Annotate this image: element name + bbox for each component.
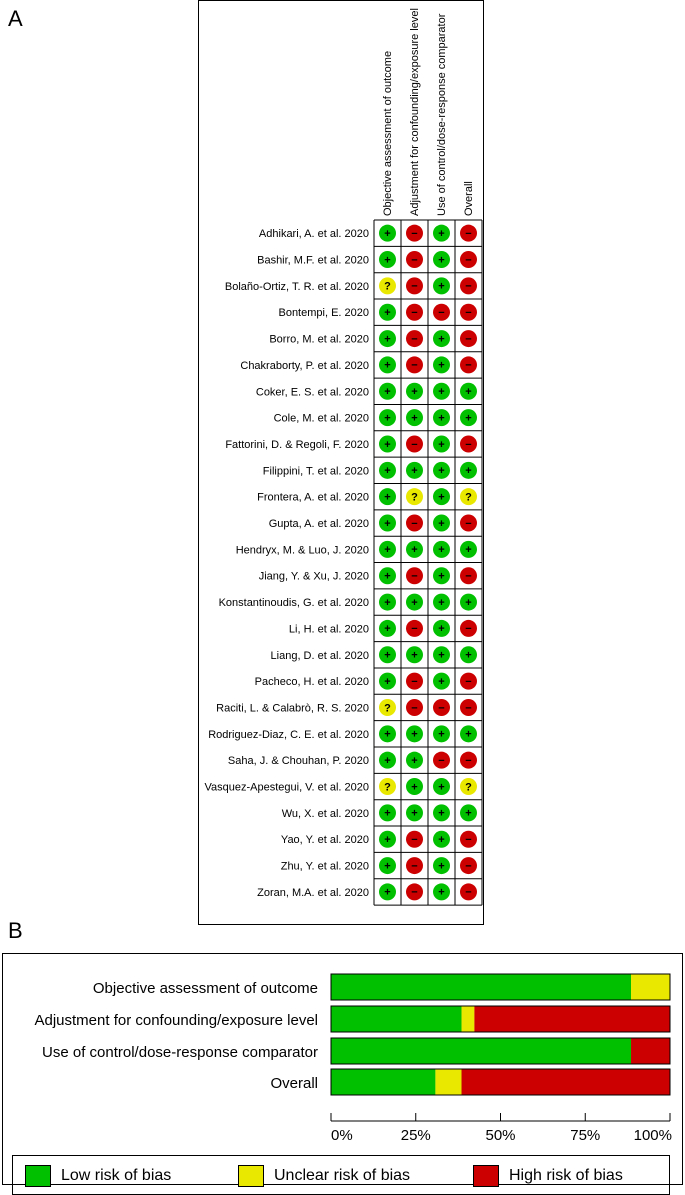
rating-symbol: − (465, 438, 472, 451)
rating-symbol: + (384, 359, 391, 372)
rating-symbol: + (438, 280, 445, 293)
legend-label-high: High risk of bias (509, 1167, 623, 1184)
rating-symbol: + (384, 886, 391, 899)
rating-symbol: + (384, 623, 391, 636)
rating-symbol: + (438, 570, 445, 583)
rating-symbol: ? (384, 280, 391, 293)
rating-symbol: − (411, 623, 418, 636)
rating-symbol: + (438, 886, 445, 899)
study-label: Hendryx, M. & Luo, J. 2020 (235, 544, 369, 557)
legend-item-unclear (238, 1164, 410, 1188)
rating-symbol: − (465, 675, 472, 688)
study-label: Saha, J. & Chouhan, P. 2020 (227, 755, 369, 768)
study-label: Wu, X. et al. 2020 (281, 807, 369, 820)
rating-symbol: − (438, 702, 445, 715)
rating-symbol: ? (384, 702, 391, 715)
rating-symbol: − (411, 517, 418, 530)
study-label: Cole, M. et al. 2020 (273, 412, 369, 425)
rating-symbol: + (438, 412, 445, 425)
rating-symbol: − (411, 570, 418, 583)
rating-symbol: + (384, 834, 391, 847)
study-label: Gupta, A. et al. 2020 (268, 518, 369, 531)
rating-symbol: + (438, 596, 445, 609)
category-label: Use of control/dose-response comparator (42, 1044, 318, 1061)
rating-symbol: + (438, 517, 445, 530)
rating-symbol: + (465, 386, 472, 399)
rating-symbol: + (465, 728, 472, 741)
rating-symbol: + (411, 596, 418, 609)
legend-label-low: Low risk of bias (61, 1167, 172, 1184)
study-label: Coker, E. S. et al. 2020 (255, 386, 369, 399)
rating-symbol: + (384, 570, 391, 583)
rating-symbol: − (438, 307, 445, 320)
rating-symbol: + (384, 227, 391, 240)
rating-symbol: ? (384, 781, 391, 794)
domain-header: Overall (463, 181, 475, 216)
rating-symbol: + (465, 649, 472, 662)
rating-symbol: − (465, 570, 472, 583)
study-label: Fattorini, D. & Regoli, F. 2020 (225, 438, 369, 451)
rating-symbol: + (438, 675, 445, 688)
x-tick-label: 50% (485, 1127, 516, 1144)
rating-symbol: + (384, 675, 391, 688)
rating-symbol: − (411, 307, 418, 320)
study-label: Liang, D. et al. 2020 (270, 649, 369, 662)
rating-symbol: + (438, 386, 445, 399)
panel-b-letter: B (8, 918, 23, 943)
rating-symbol: − (465, 754, 472, 767)
category-label: Objective assessment of outcome (92, 980, 318, 997)
rating-symbol: + (438, 834, 445, 847)
study-label: Raciti, L. & Calabrò, R. S. 2020 (216, 702, 369, 715)
study-label: Zhu, Y. et al. 2020 (280, 860, 369, 873)
category-label: Adjustment for confounding/exposure level (34, 1012, 318, 1029)
rating-symbol: − (465, 517, 472, 530)
bar-segment (462, 1069, 670, 1095)
rating-symbol: + (384, 491, 391, 504)
study-label: Chakraborty, P. et al. 2020 (240, 359, 369, 372)
rating-symbol: ? (411, 491, 418, 504)
rating-symbol: ? (465, 491, 472, 504)
x-tick-label: 100% (633, 1127, 672, 1144)
bar-segment (631, 1038, 670, 1064)
rating-symbol: + (438, 649, 445, 662)
rating-symbol: + (384, 544, 391, 557)
study-label: Bashir, M.F. et al. 2020 (257, 254, 369, 267)
rating-symbol: − (411, 280, 418, 293)
rating-symbol: + (411, 465, 418, 478)
rating-symbol: + (384, 254, 391, 267)
rating-symbol: + (411, 649, 418, 662)
rating-symbol: + (411, 807, 418, 820)
rating-symbol: + (411, 544, 418, 557)
domain-header: Adjustment for confounding/exposure level (409, 8, 421, 216)
rating-symbol: − (411, 675, 418, 688)
rating-symbol: + (438, 860, 445, 873)
study-label: Rodriguez-Diaz, C. E. et al. 2020 (208, 728, 369, 741)
rating-symbol: + (465, 465, 472, 478)
study-label: Li, H. et al. 2020 (288, 623, 369, 636)
rating-symbol: + (411, 412, 418, 425)
rating-symbol: − (465, 702, 472, 715)
study-label: Vasquez-Apestegui, V. et al. 2020 (204, 781, 369, 794)
legend-item-low (25, 1164, 171, 1188)
rating-symbol: − (465, 834, 472, 847)
rating-symbol: + (438, 333, 445, 346)
legend-item-high (473, 1164, 623, 1188)
rating-symbol: − (411, 702, 418, 715)
rating-symbol: + (438, 359, 445, 372)
x-tick-label: 25% (400, 1127, 431, 1144)
rating-symbol: − (465, 359, 472, 372)
rating-symbol: − (465, 623, 472, 636)
rating-symbol: − (438, 754, 445, 767)
rating-symbol: + (384, 754, 391, 767)
legend-swatch-unclear (238, 1165, 264, 1187)
rating-symbol: − (411, 860, 418, 873)
rating-symbol: + (384, 596, 391, 609)
bar-segment (435, 1069, 461, 1095)
legend-swatch-high (473, 1165, 499, 1187)
rating-symbol: − (465, 333, 472, 346)
rating-symbol: − (411, 227, 418, 240)
rating-symbol: + (384, 807, 391, 820)
study-label: Konstantinoudis, G. et al. 2020 (218, 597, 369, 610)
rating-symbol: + (465, 412, 472, 425)
rating-symbol: − (465, 886, 472, 899)
bar-segment (474, 1006, 670, 1032)
study-label: Zoran, M.A. et al. 2020 (257, 886, 369, 899)
study-label: Bolaño-Ortiz, T. R. et al. 2020 (224, 280, 369, 293)
rating-symbol: + (384, 333, 391, 346)
rating-symbol: ? (465, 781, 472, 794)
rating-symbol: − (465, 254, 472, 267)
study-label: Yao, Y. et al. 2020 (280, 834, 369, 847)
rating-symbol: + (438, 438, 445, 451)
rating-symbol: − (411, 333, 418, 346)
panel-a-letter: A (8, 6, 23, 31)
rating-symbol: + (438, 254, 445, 267)
rating-symbol: + (384, 728, 391, 741)
rating-symbol: + (384, 860, 391, 873)
rating-symbol: + (465, 596, 472, 609)
legend-label-unclear: Unclear risk of bias (274, 1167, 411, 1184)
rating-symbol: + (465, 544, 472, 557)
x-tick-label: 75% (570, 1127, 601, 1144)
rating-symbol: + (438, 491, 445, 504)
rating-symbol: + (384, 517, 391, 530)
rating-symbol: + (384, 412, 391, 425)
risk-of-bias-graph (0, 953, 685, 1153)
study-label: Adhikari, A. et al. 2020 (258, 228, 369, 241)
legend (12, 1155, 670, 1195)
rating-symbol: + (438, 544, 445, 557)
rating-symbol: + (411, 728, 418, 741)
rating-symbol: + (411, 781, 418, 794)
study-label: Bontempi, E. 2020 (278, 307, 369, 320)
rating-symbol: − (465, 860, 472, 873)
rating-symbol: − (465, 280, 472, 293)
rating-symbol: + (411, 754, 418, 767)
rating-symbol: + (384, 307, 391, 320)
rating-symbol: + (411, 386, 418, 399)
rating-symbol: + (438, 623, 445, 636)
bar-segment (331, 1069, 435, 1095)
rating-symbol: − (411, 254, 418, 267)
rating-symbol: + (438, 807, 445, 820)
rating-symbol: − (411, 834, 418, 847)
legend-swatch-low (25, 1165, 51, 1187)
rating-symbol: − (411, 438, 418, 451)
rating-symbol: − (411, 886, 418, 899)
study-label: Jiang, Y. & Xu, J. 2020 (258, 570, 369, 583)
bar-segment (331, 1038, 631, 1064)
study-label: Pacheco, H. et al. 2020 (254, 676, 369, 689)
rating-symbol: − (465, 227, 472, 240)
rating-symbol: + (465, 807, 472, 820)
study-label: Borro, M. et al. 2020 (269, 333, 369, 346)
rating-symbol: + (438, 465, 445, 478)
rating-symbol: + (438, 227, 445, 240)
bar-segment (331, 974, 631, 1000)
bar-segment (462, 1006, 475, 1032)
study-label: Filippini, T. et al. 2020 (262, 465, 369, 478)
category-label: Overall (270, 1075, 318, 1092)
rating-symbol: + (438, 781, 445, 794)
rating-symbol: + (438, 728, 445, 741)
study-label: Frontera, A. et al. 2020 (257, 491, 369, 504)
bar-segment (331, 1006, 462, 1032)
rating-symbol: − (465, 307, 472, 320)
rating-symbol: + (384, 386, 391, 399)
rating-symbol: − (411, 359, 418, 372)
rating-symbol: + (384, 438, 391, 451)
domain-header: Use of control/dose-response comparator (436, 13, 448, 216)
bar-segment (631, 974, 670, 1000)
rating-symbol: + (384, 465, 391, 478)
x-tick-label: 0% (331, 1127, 353, 1144)
domain-header: Objective assessment of outcome (382, 50, 394, 216)
rating-symbol: + (384, 649, 391, 662)
